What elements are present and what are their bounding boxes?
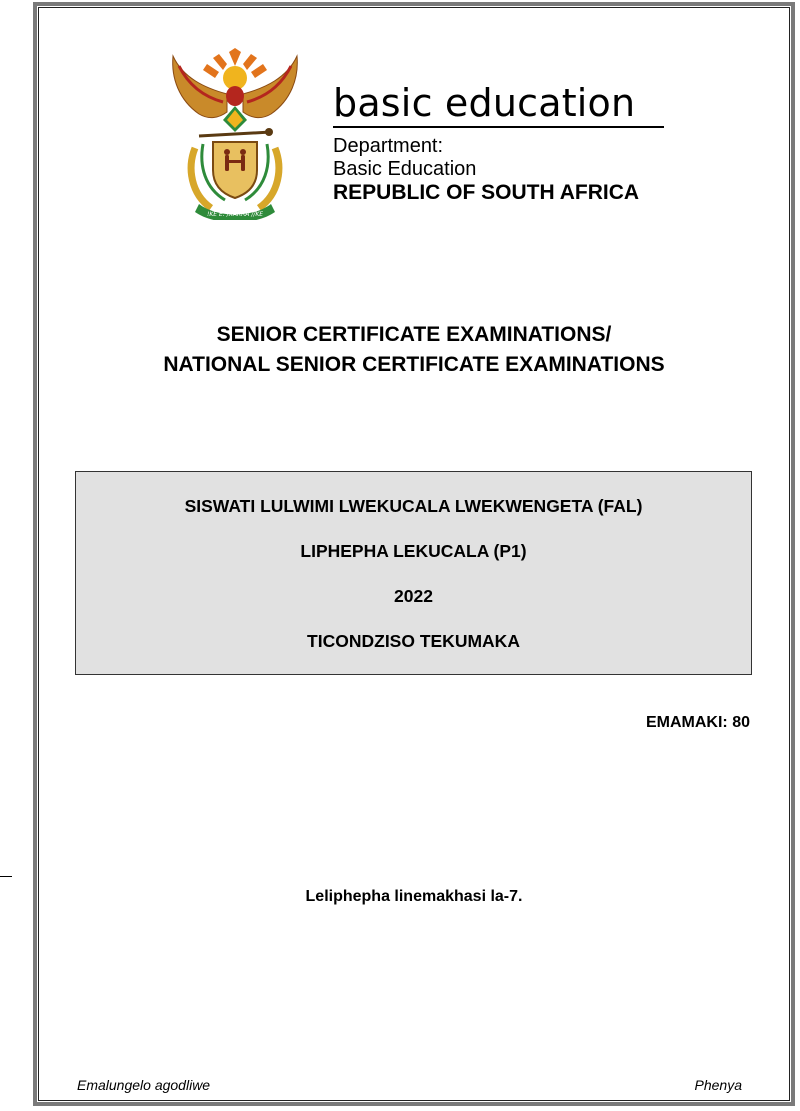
brand-block bbox=[333, 80, 664, 204]
department-label: Department: bbox=[333, 135, 444, 157]
total-marks: EMAMAKI: 80 bbox=[645, 714, 750, 731]
shield bbox=[213, 142, 257, 198]
exam-title bbox=[38, 320, 790, 380]
exam-year: 2022 bbox=[394, 586, 433, 606]
svg-text:!KE E: /XARRA //KE: !KE E: /XARRA //KE bbox=[206, 211, 264, 218]
brand-underline bbox=[333, 126, 664, 128]
document-type: TICONDZISO TEKUMAKA bbox=[307, 631, 520, 651]
subject-box bbox=[75, 471, 752, 675]
left-wing bbox=[173, 56, 227, 118]
bird-head bbox=[226, 86, 244, 106]
paper-name: LIPHEPHA LEKUCALA (P1) bbox=[300, 541, 527, 561]
margin-tick-mark bbox=[0, 876, 12, 877]
right-wing bbox=[243, 56, 297, 118]
brand-title: basic education bbox=[333, 81, 636, 125]
country-name: REPUBLIC OF SOUTH AFRICA bbox=[333, 181, 640, 204]
page-count-note: Leliphepha linemakhasi la-7. bbox=[305, 888, 523, 905]
exam-title-line-1: SENIOR CERTIFICATE EXAMINATIONS/ bbox=[216, 323, 612, 346]
exam-title-line-2: NATIONAL SENIOR CERTIFICATE EXAMINATIONS bbox=[163, 353, 665, 376]
subject-name: SISWATI LULWIMI LWEKUCALA LWEKWENGETA (FAL) bbox=[184, 496, 643, 516]
coat-of-arms-emblem bbox=[165, 48, 305, 220]
copyright-footer: Emalungelo agodliwe bbox=[77, 1077, 211, 1093]
turn-over-footer: Phenya bbox=[694, 1077, 742, 1093]
department-name: Basic Education bbox=[333, 158, 477, 180]
